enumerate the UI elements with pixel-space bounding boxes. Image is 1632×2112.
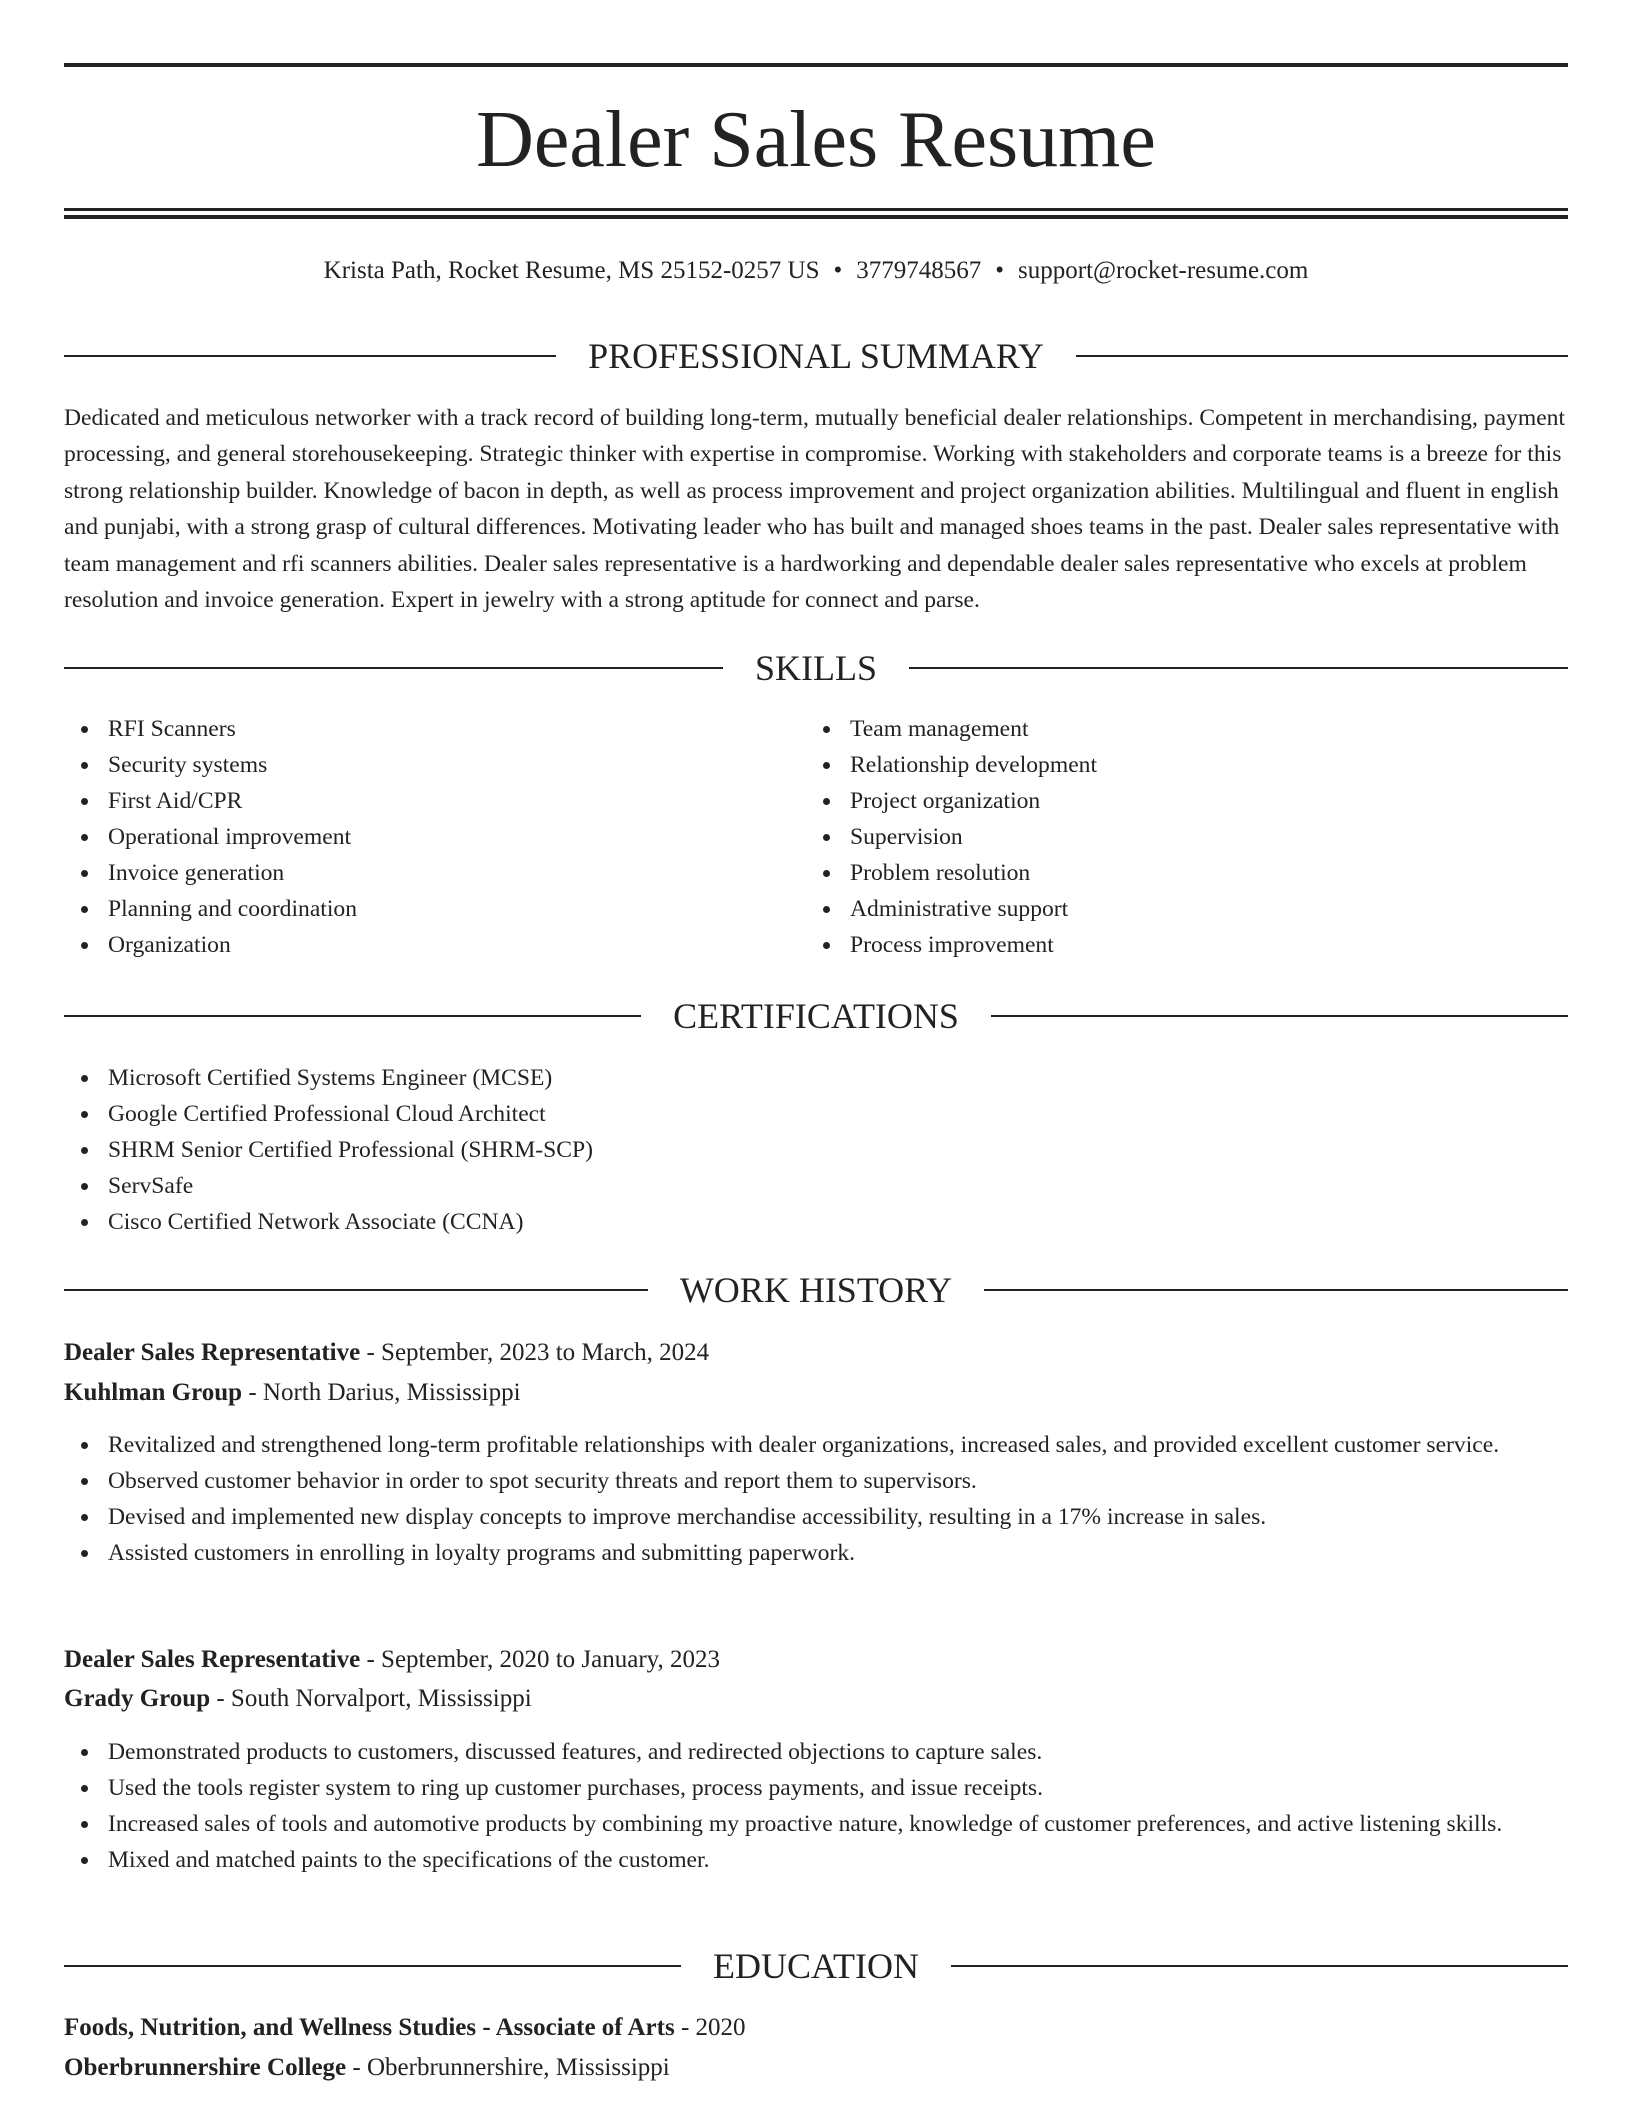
list-item: Supervision <box>806 819 1546 855</box>
list-item: Observed customer behavior in order to spot security threats and report them to supervisors. <box>64 1463 1568 1499</box>
education-year: - 2020 <box>674 2014 746 2041</box>
job-2-title-line <box>64 1642 1568 1678</box>
education-school: Oberbrunnershire College <box>64 2054 347 2081</box>
section-heading-summary <box>64 334 1568 378</box>
title-double-rule <box>64 208 1568 219</box>
job-dates: - September, 2023 to March, 2024 <box>360 1339 710 1366</box>
job-2-company-line <box>64 1681 1568 1717</box>
list-item: SHRM Senior Certified Professional (SHRM-SCP) <box>64 1132 1568 1168</box>
section-title: PROFESSIONAL SUMMARY <box>588 336 1044 376</box>
list-item: Mixed and matched paints to the specifications of the customer. <box>64 1842 1568 1878</box>
list-item: Organization <box>64 927 804 963</box>
section-title: WORK HISTORY <box>679 1270 953 1310</box>
list-item: Demonstrated products to customers, discussed features, and redirected objections to capture sales. <box>64 1734 1568 1770</box>
list-item: Revitalized and strengthened long-term profitable relationships with dealer organizations, increased sales, and provided excellent customer service. <box>64 1427 1568 1463</box>
list-item: Assisted customers in enrolling in loyalty programs and submitting paperwork. <box>64 1535 1568 1571</box>
top-rule <box>64 63 1568 67</box>
job-bullet-list <box>64 1427 1568 1571</box>
list-item: Team management <box>806 711 1546 747</box>
job-company: Kuhlman Group <box>64 1379 243 1406</box>
list-item: Used the tools register system to ring up customer purchases, process payments, and issue receipts. <box>64 1770 1568 1806</box>
skills-list <box>64 711 804 963</box>
list-item: Increased sales of tools and automotive products by combining my proactive nature, knowledge of customer preferences, and active listening skills. <box>64 1806 1568 1842</box>
list-item: First Aid/CPR <box>64 783 804 819</box>
education-location: - Oberbrunnershire, Mississippi <box>346 2054 670 2081</box>
job-role: Dealer Sales Representative <box>64 1646 361 1673</box>
job-1-company-line <box>64 1375 1568 1411</box>
education-school-line <box>64 2050 1568 2086</box>
section-title: SKILLS <box>755 648 878 688</box>
job-bullet-list <box>64 1734 1568 1878</box>
job-company: Grady Group <box>64 1685 211 1712</box>
contact-separator: • <box>995 257 1005 284</box>
job-1-bullets <box>64 1427 1568 1571</box>
contact-phone: 3779748567 <box>856 257 982 284</box>
skills-column-left <box>64 711 804 963</box>
certifications-block <box>64 1060 1568 1240</box>
list-item: Project organization <box>806 783 1546 819</box>
job-role: Dealer Sales Representative <box>64 1339 361 1366</box>
list-item: Google Certified Professional Cloud Architect <box>64 1096 1568 1132</box>
contact-line <box>64 254 1568 288</box>
list-item: Invoice generation <box>64 855 804 891</box>
section-title: EDUCATION <box>713 1946 919 1986</box>
list-item: Planning and coordination <box>64 891 804 927</box>
list-item: Operational improvement <box>64 819 804 855</box>
job-1-title-line <box>64 1335 1568 1371</box>
list-item: Devised and implemented new display concepts to improve merchandise accessibility, resulting in a 17% increase in sales. <box>64 1499 1568 1535</box>
section-heading-work <box>64 1268 1568 1312</box>
section-title: CERTIFICATIONS <box>673 996 959 1036</box>
list-item: Relationship development <box>806 747 1546 783</box>
job-location: - South Norvalport, Mississippi <box>210 1685 532 1712</box>
education-degree: Foods, Nutrition, and Wellness Studies - Associate of Arts <box>64 2014 675 2041</box>
skills-list <box>806 711 1546 963</box>
education-degree-line <box>64 2010 1568 2046</box>
list-item: Administrative support <box>806 891 1546 927</box>
list-item: Cisco Certified Network Associate (CCNA) <box>64 1204 1568 1240</box>
contact-email: support@rocket-resume.com <box>1018 257 1309 284</box>
section-heading-certifications <box>64 994 1568 1038</box>
section-heading-education <box>64 1944 1568 1988</box>
list-item: ServSafe <box>64 1168 1568 1204</box>
contact-separator: • <box>833 257 843 284</box>
job-location: - North Darius, Mississippi <box>242 1379 521 1406</box>
list-item: Microsoft Certified Systems Engineer (MCSE) <box>64 1060 1568 1096</box>
job-dates: - September, 2020 to January, 2023 <box>360 1646 721 1673</box>
certifications-list <box>64 1060 1568 1240</box>
contact-address: Krista Path, Rocket Resume, MS 25152-0257 US <box>323 257 820 284</box>
list-item: RFI Scanners <box>64 711 804 747</box>
list-item: Problem resolution <box>806 855 1546 891</box>
list-item: Security systems <box>64 747 804 783</box>
skills-column-right <box>806 711 1546 963</box>
resume-title: Dealer Sales Resume <box>476 96 1156 184</box>
list-item: Process improvement <box>806 927 1546 963</box>
job-2-bullets <box>64 1734 1568 1878</box>
summary-text: Dedicated and meticulous networker with a track record of building long-term, mutually beneficial dealer relationships. Competent in merchandising, payment processing, and general storehousekeeping. Strategic thinker with expertise in compromise. Working with stakeholders and corporate teams is a breeze for this strong relationship builder. Knowledge of bacon in depth, as well as process improvement and project organization abilities. Multilingual and fluent in english and punjabi, with a strong grasp of cultural differences. Motivating leader who has built and managed shoes teams in the past. Dealer sales representative with team management and rfi scanners abilities. Dealer sales representative is a hardworking and dependable dealer sales representative who excels at problem resolution and invoice generation. Expert in jewelry with a strong aptitude for connect and parse. <box>64 405 1566 614</box>
section-heading-skills <box>64 646 1568 690</box>
